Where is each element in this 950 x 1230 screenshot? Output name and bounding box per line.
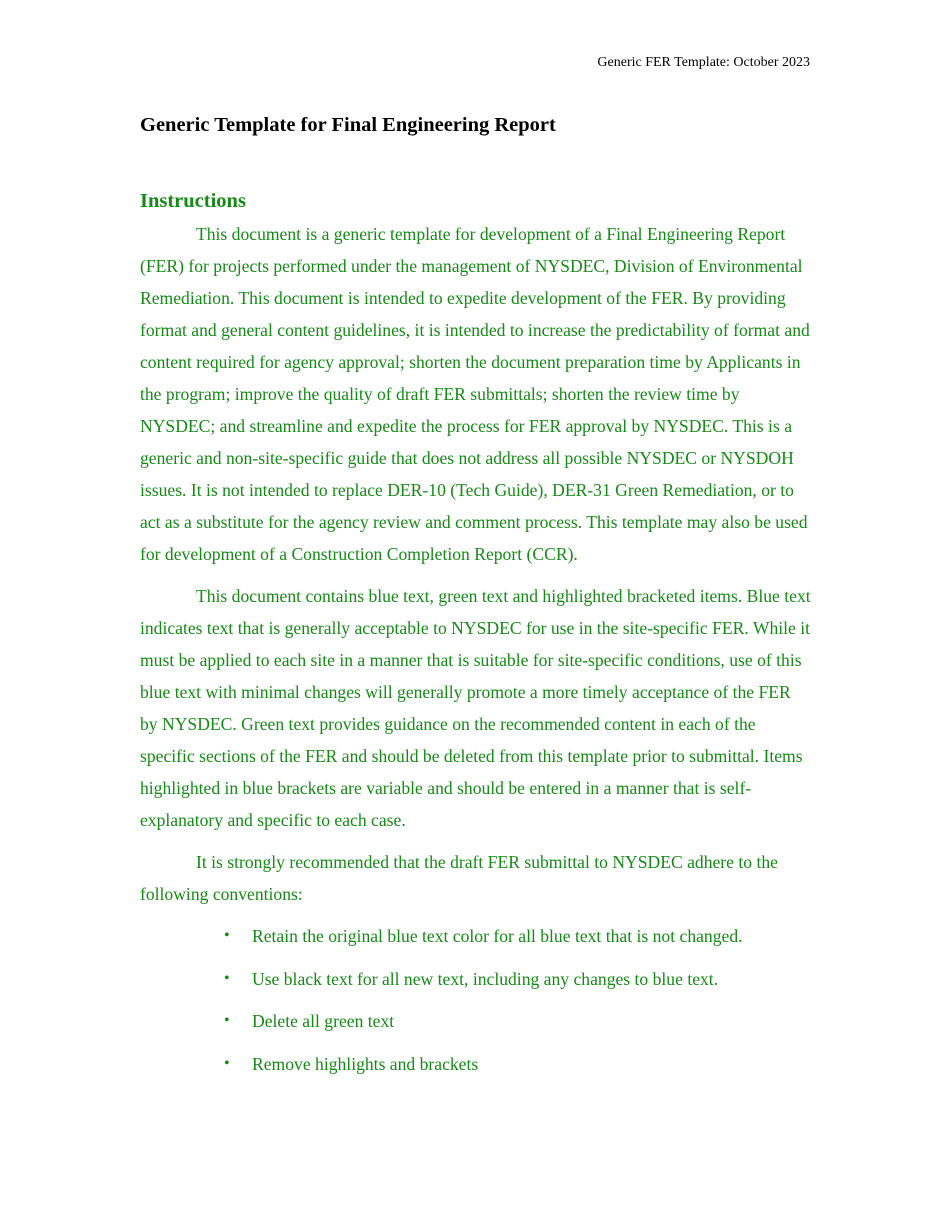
document-title: Generic Template for Final Engineering Report bbox=[140, 114, 556, 136]
page-body bbox=[140, 112, 812, 1090]
list-item-text: Use black text for all new text, including any changes to blue text. bbox=[252, 968, 719, 989]
running-header: Generic FER Template: October 2023 bbox=[597, 55, 810, 70]
list-item bbox=[140, 963, 812, 995]
section-heading-instructions: Instructions bbox=[140, 190, 246, 212]
bullet-icon: • bbox=[224, 1012, 230, 1029]
list-item bbox=[140, 1048, 812, 1080]
instructions-paragraph-1: This document is a generic template for development of a Final Engineering Report (FER) for projects performed under the management of NYSDEC, Division of Environmental Remediation. This document is intended to expedite development of the FER. By providing format and general content guidelines, it is intended to increase the predictability of format and content required for agency approval; shorten the document preparation time by Applicants in the program; improve the quality of draft FER submittals; shorten the review time by NYSDEC; and streamline and expedite the process for FER approval by NYSDEC. This is a generic and non-site-specific guide that does not address all possible NYSDEC or NYSDOH issues. It is not intended to replace DER-10 (Tech Guide), DER-31 Green Remediation, or to act as a substitute for the agency review and comment process. This template may also be used for development of a Construction Completion Report (CCR). bbox=[140, 224, 810, 564]
list-item-text: Retain the original blue text color for all blue text that is not changed. bbox=[252, 926, 743, 946]
list-item-text: Remove highlights and brackets bbox=[252, 1053, 479, 1074]
instructions-paragraph-3: It is strongly recommended that the draft FER submittal to NYSDEC adhere to the following conventions: bbox=[140, 852, 778, 904]
bullet-icon: • bbox=[224, 927, 230, 944]
list-item bbox=[140, 1005, 812, 1037]
bullet-icon: • bbox=[224, 1054, 230, 1072]
list-item bbox=[140, 920, 812, 952]
instructions-paragraph-2: This document contains blue text, green text and highlighted bracketed items. Blue text indicates text that is generally acceptable to NYSDEC for use in the site-specific FER. While it must be applied to each site in a manner that is suitable for site-specific conditions, use of this blue text with minimal changes will generally promote a more timely acceptance of the FER by NYSDEC. Green text provides guidance on the recommended content in each of the specific sections of the FER and should be deleted from this template prior to submittal. Items highlighted in blue brackets are variable and should be entered in a manner that is self-explanatory and specific to each case. bbox=[140, 586, 811, 830]
bullet-icon: • bbox=[224, 969, 230, 987]
list-item-text: Delete all green text bbox=[252, 1011, 395, 1031]
conventions-list bbox=[140, 920, 812, 1080]
